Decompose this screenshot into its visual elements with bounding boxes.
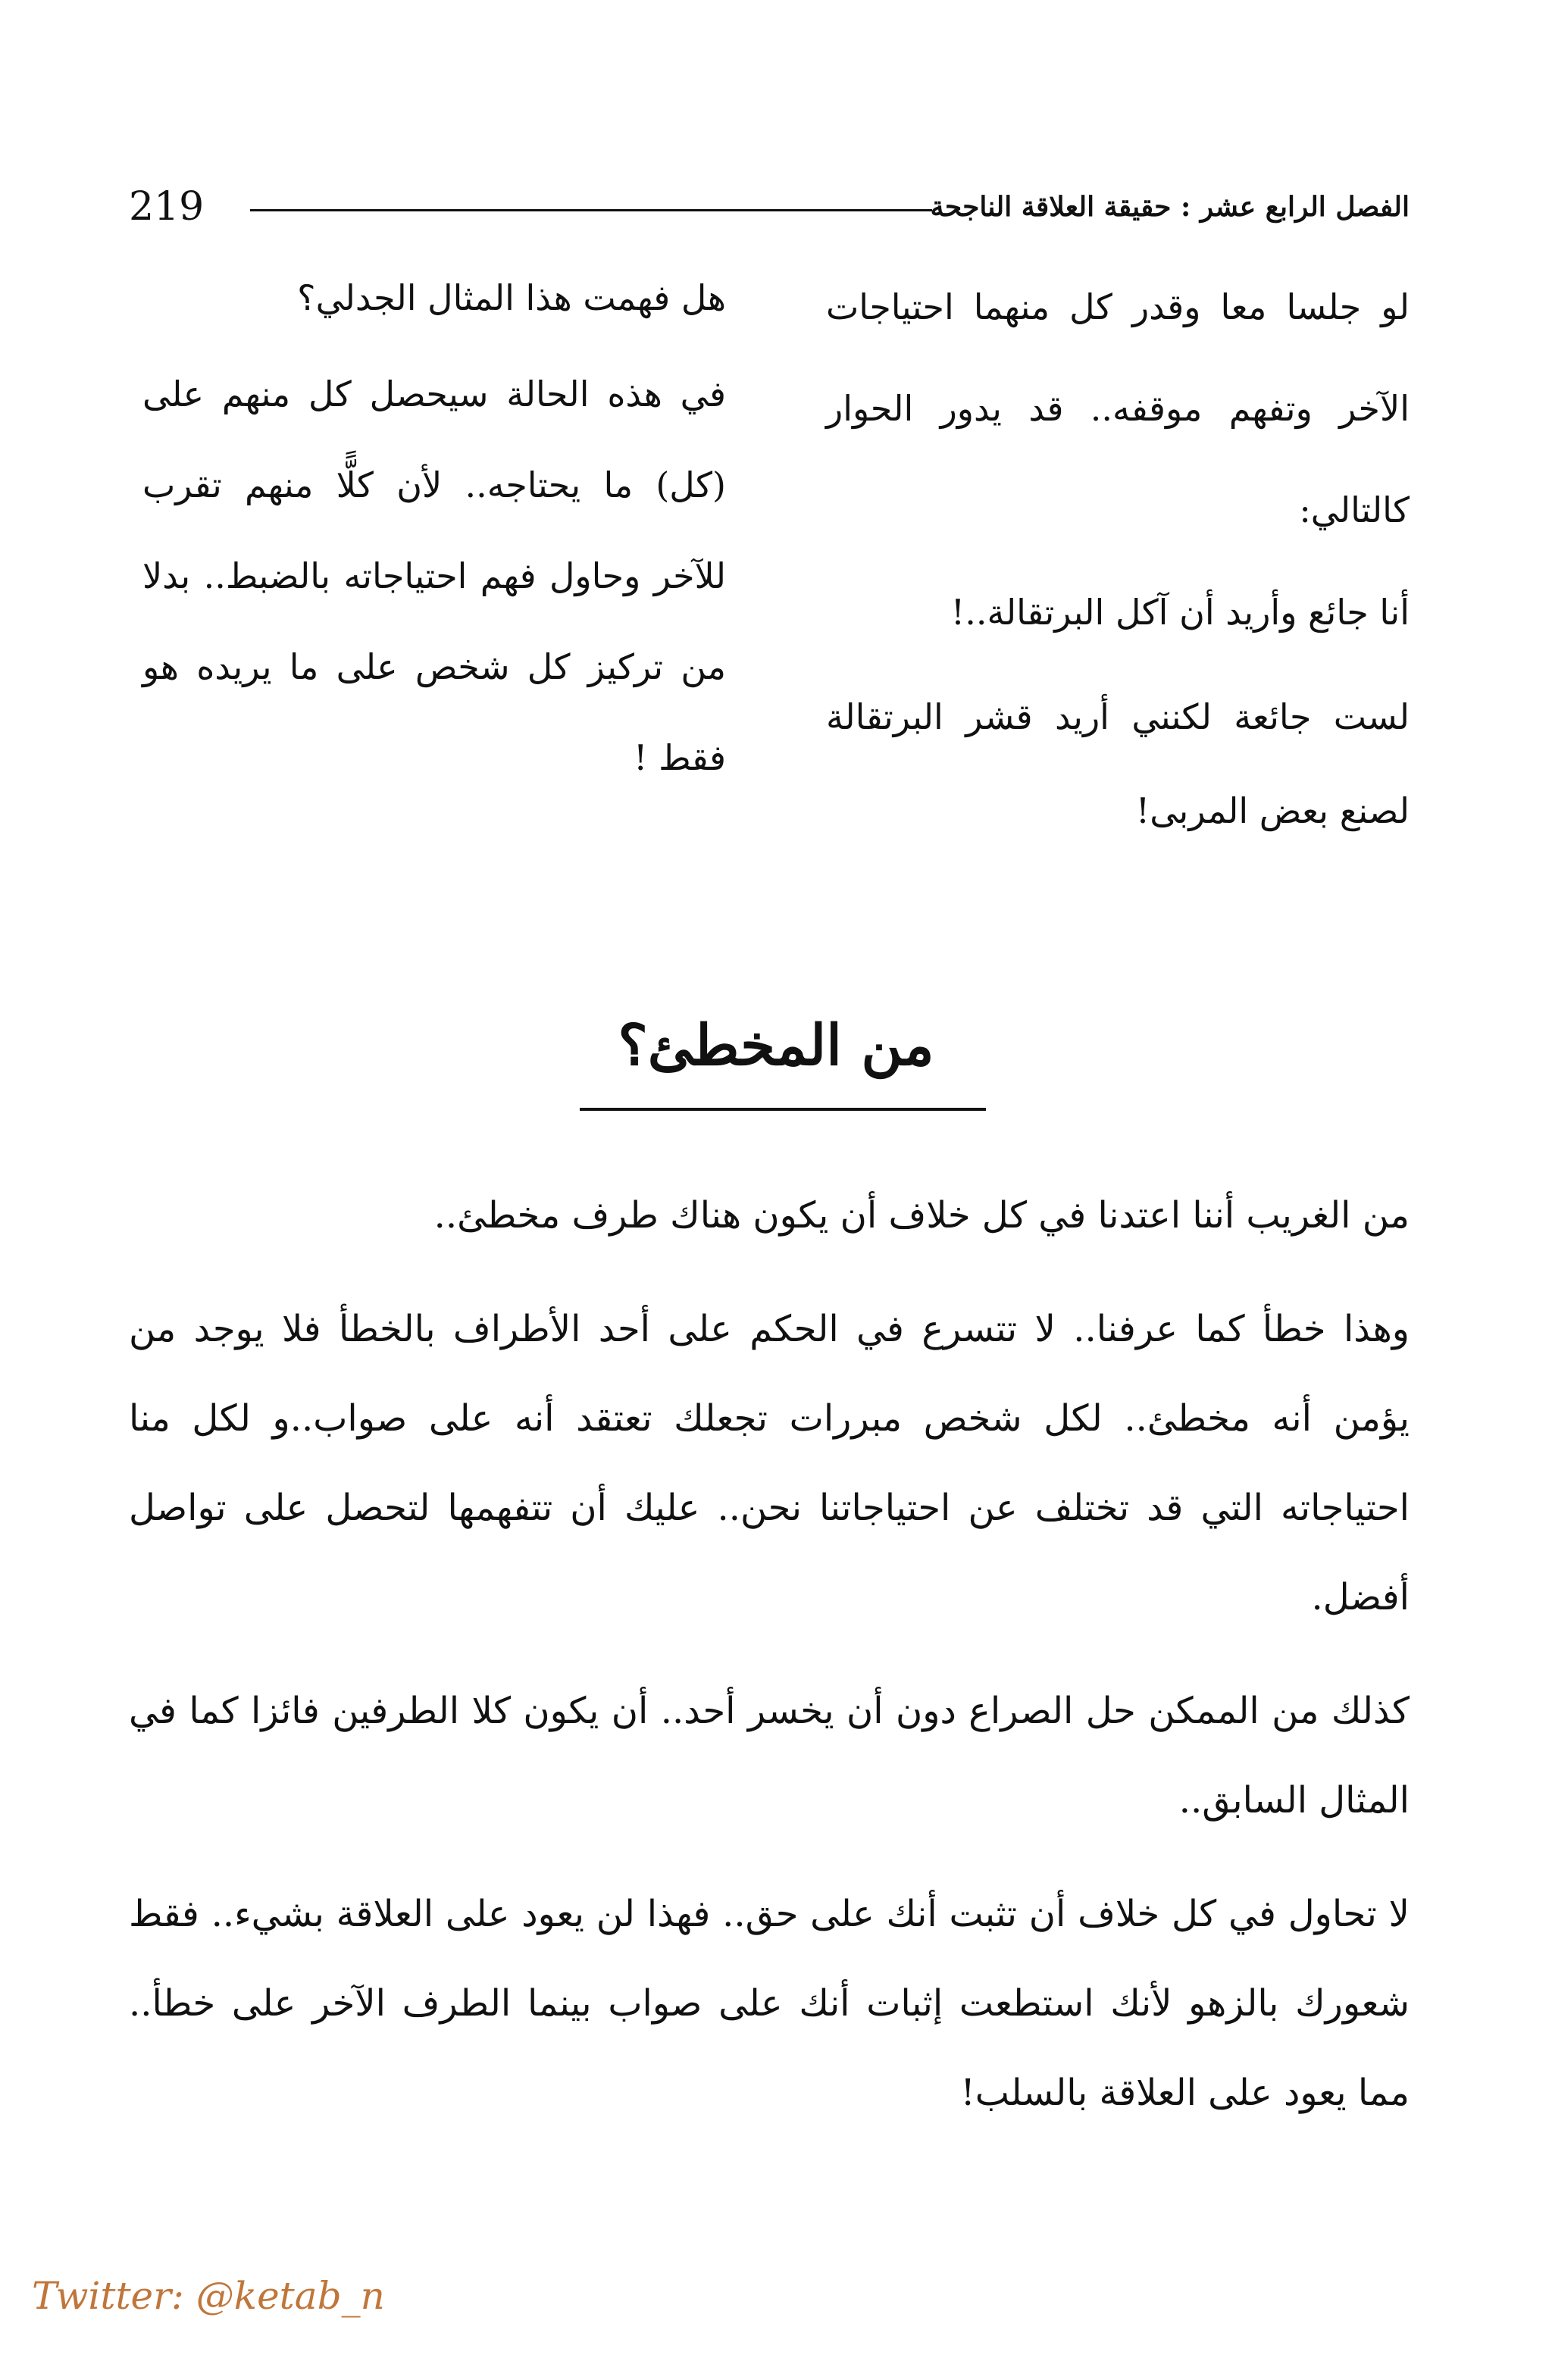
running-header: [129, 180, 1410, 233]
page-number: 219: [129, 184, 205, 230]
left-column-paragraph-2: في هذه الحالة سيحصل كل منهم على (كل) ما يحتاجه.. لأن كلًّا منهم تقرب للآخر وحاول فهم احتياجاته بالضبط.. بدلا من تركيز كل شخص على ما يريده هو فقط !: [142, 374, 726, 778]
right-column-paragraph-1: لو جلسا معا وقدر كل منهما احتياجات الآخر وتفهم موقفه.. قد يدور الحوار كالتالي:: [826, 286, 1410, 530]
body-paragraph: لا تحاول في كل خلاف أن تثبت أنك على حق.. فهذا لن يعود على العلاقة بشيء.. فقط شعورك بالزهو لأنك استطعت إثبات أنك على صواب بينما الطرف الآخر على خطأ.. مما يعود على العلاقة بالسلب!: [129, 1893, 1410, 2114]
body-paragraph: وهذا خطأ كما عرفنا.. لا تتسرع في الحكم على أحد الأطراف بالخطأ فلا يوجد من يؤمن أنه مخطئ.. لكل شخص مبررات تجعلك تعتقد أنه على صواب..و لكل منا احتياجاته التي قد تختلف عن احتياجاتنا نحن.. عليك أن تتفهمها لتحصل على تواصل أفضل.: [129, 1308, 1410, 1618]
right-column-paragraph-3: لست جائعة لكنني أريد قشر البرتقالة لصنع بعض المربى!: [826, 696, 1410, 831]
left-column-paragraph-1: هل فهمت هذا المثال الجدلي؟: [297, 277, 726, 318]
body-paragraph: من الغريب أننا اعتدنا في كل خلاف أن يكون هناك طرف مخطئ..: [433, 1194, 1410, 1237]
section-underline: [580, 1108, 986, 1111]
left-column: [142, 256, 726, 803]
body-paragraph: كذلك من الممكن حل الصراع دون أن يخسر أحد.. أن يكون كلا الطرفين فائزا كما في المثال السابق..: [129, 1690, 1410, 1822]
right-column: [826, 256, 1410, 858]
watermark: Twitter: @ketab_n: [32, 2274, 385, 2318]
body-text: [129, 1171, 1410, 2162]
right-column-paragraph-2: أنا جائع وأريد أن آكل البرتقالة..!: [950, 592, 1410, 633]
header-rule: [250, 209, 932, 211]
chapter-title: الفصل الرابع عشر : حقيقة العلاقة الناجحة: [930, 191, 1410, 223]
section-heading: من المخطئ؟: [618, 1013, 934, 1078]
